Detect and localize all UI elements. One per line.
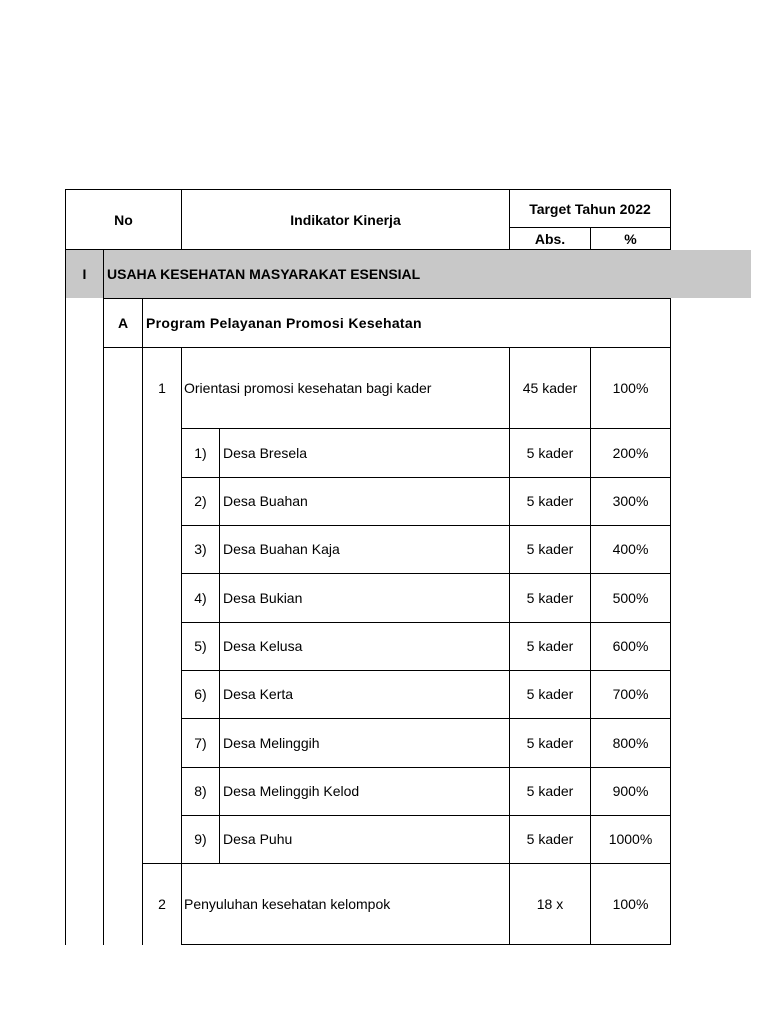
item-abs: 18 x [536,896,564,912]
subitem-no: 8) [194,783,207,799]
subitem-label: Desa Melinggih Kelod [223,783,360,799]
item-pct: 100% [612,896,649,912]
item-no: 1 [158,380,166,396]
subitem-no: 4) [194,590,207,606]
subitem-no: 6) [194,686,207,702]
subitem-abs: 5 kader [526,638,574,654]
subitem-pct: 600% [612,638,649,654]
header-indikator: Indikator Kinerja [290,212,401,228]
subitem-label: Desa Bukian [223,590,303,606]
subitem-no: 7) [194,735,207,751]
subitem-pct: 1000% [608,831,653,847]
subitem-abs: 5 kader [526,445,574,461]
item-no: 2 [158,896,166,912]
subitem-no: 9) [194,831,207,847]
subitem-label: Desa Kerta [223,686,294,702]
subitem-no: 3) [194,541,207,557]
subitem-label: Desa Bresela [223,445,308,461]
subitem-label: Desa Kelusa [223,638,303,654]
header-abs: Abs. [534,231,566,247]
subitem-pct: 500% [612,590,649,606]
section-title: USAHA KESEHATAN MASYARAKAT ESENSIAL [107,266,421,282]
header-no: No [114,212,133,228]
subitem-pct: 200% [612,445,649,461]
subitem-pct: 300% [612,493,649,509]
subitem-abs: 5 kader [526,686,574,702]
section-no: I [82,266,87,282]
subitem-label: Desa Buahan [223,493,308,509]
subitem-abs: 5 kader [526,590,574,606]
subitem-no: 1) [194,445,207,461]
subitem-abs: 5 kader [526,541,574,557]
item-label: Penyuluhan kesehatan kelompok [184,896,391,912]
subitem-abs: 5 kader [526,831,574,847]
program-no: A [117,315,129,331]
header-pct: % [624,231,637,247]
subitem-pct: 700% [612,686,649,702]
subitem-abs: 5 kader [526,735,574,751]
item-pct: 100% [612,380,649,396]
subitem-label: Desa Buahan Kaja [223,541,340,557]
subitem-pct: 800% [612,735,649,751]
subitem-abs: 5 kader [526,783,574,799]
subitem-abs: 5 kader [526,493,574,509]
subitem-label: Desa Puhu [223,831,293,847]
header-target: Target Tahun 2022 [529,201,651,217]
subitem-label: Desa Melinggih [223,735,320,751]
subitem-pct: 900% [612,783,649,799]
subitem-pct: 400% [612,541,649,557]
item-label: Orientasi promosi kesehatan bagi kader [184,380,432,396]
item-abs: 45 kader [522,380,578,396]
subitem-no: 5) [194,638,207,654]
program-title: Program Pelayanan Promosi Kesehatan [146,315,422,331]
subitem-no: 2) [194,493,207,509]
